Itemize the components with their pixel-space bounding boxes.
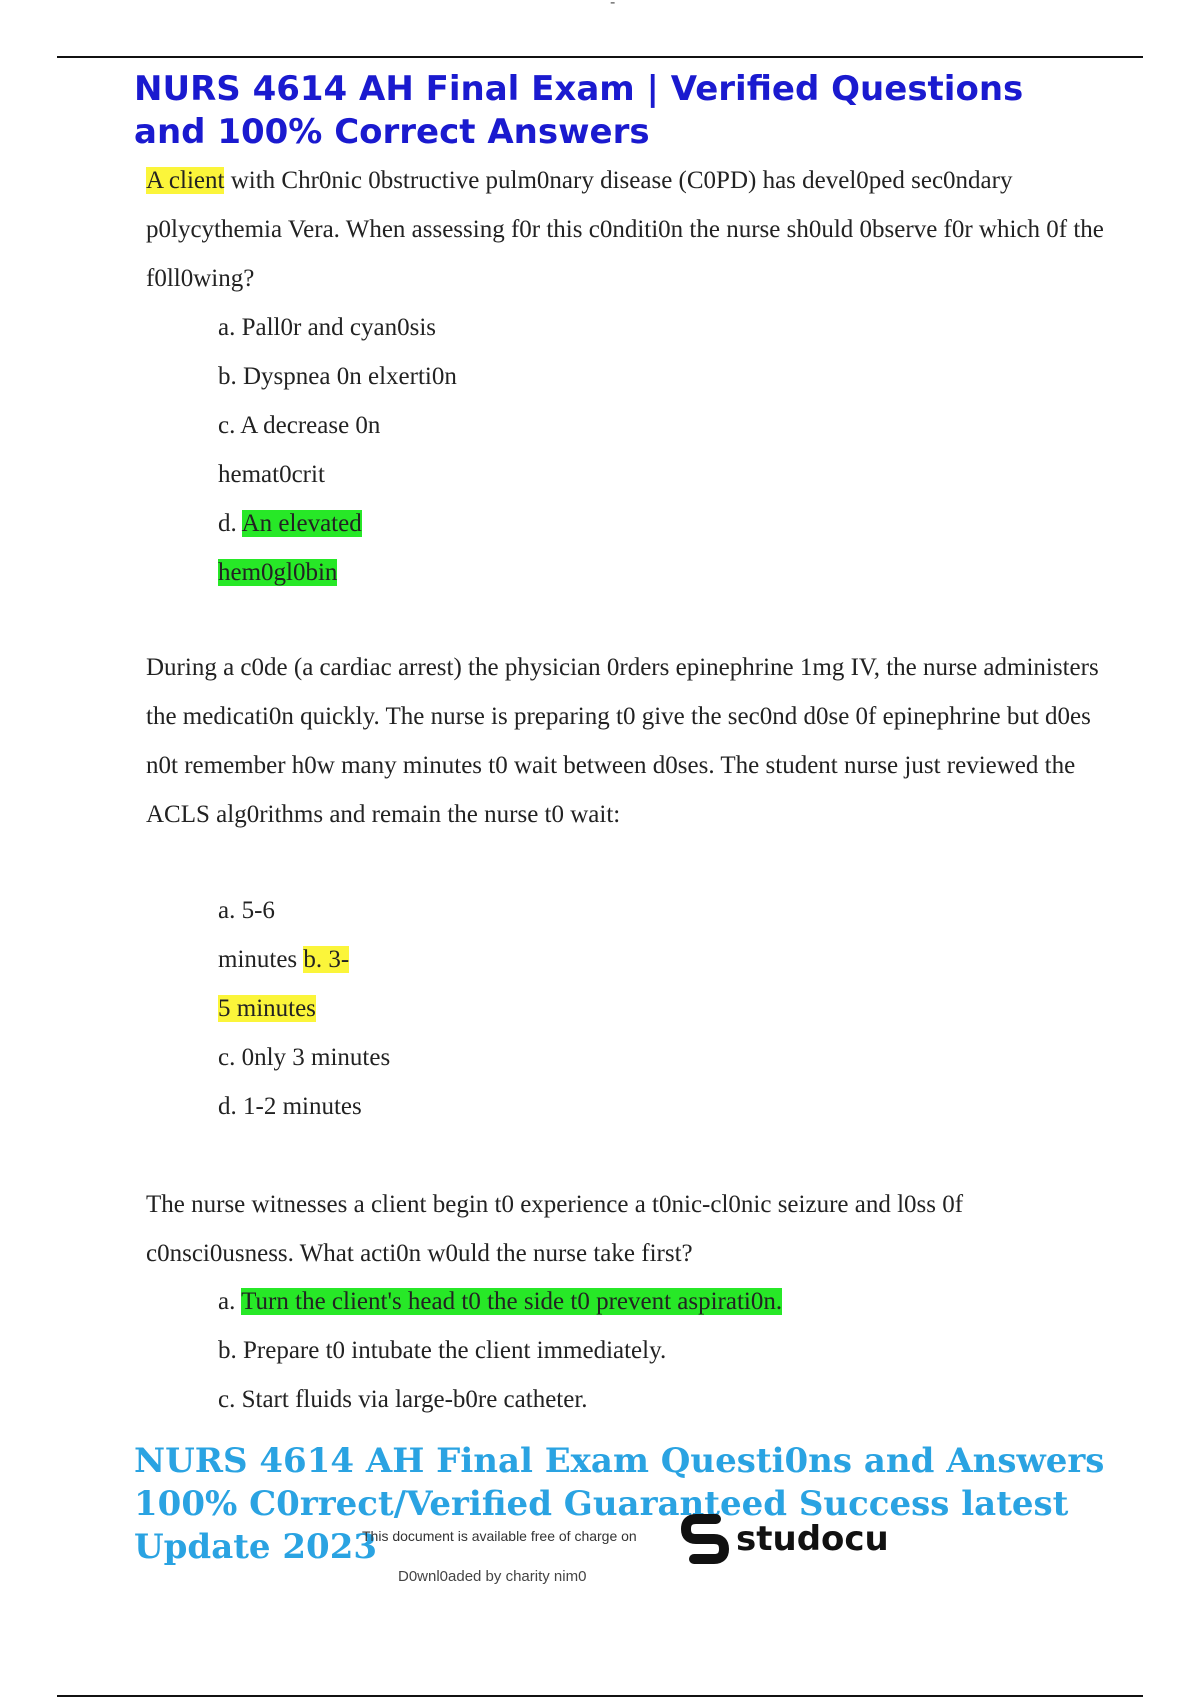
- top-divider: [57, 56, 1143, 58]
- q2-option-b-prefix: minutes: [218, 946, 304, 973]
- q1-option-c-cont: hemat0crit: [218, 461, 325, 488]
- studocu-logo-icon: [680, 1513, 730, 1565]
- q2-option-c: c. 0nly 3 minutes: [218, 1044, 391, 1071]
- document-title: NURS 4614 AH Final Exam | Verified Questions and 100% Correct Answers: [134, 69, 1024, 152]
- studocu-logo-text: studocu: [736, 1519, 889, 1559]
- question-2-stem: During a c0de (a cardiac arrest) the physician 0rders epinephrine 1mg IV, the nurse administers the medicati0n quickly. The nurse is preparing t0 give the sec0nd d0se 0f epinephrine but d0es n0t remember h0w many minutes t0 wait between d0ses. The student nurse just reviewed the ACLS alg0rithms and remain the nurse t0 wait:: [146, 654, 1099, 828]
- q3-option-a: [218, 1277, 1118, 1326]
- q1-option-c: c. A decrease 0n: [218, 412, 381, 439]
- footer-title: NURS 4614 AH Final Exam Questi0ns and Answers 100% C0rrect/Verified Guaranteed Success latest Update 2023: [134, 1441, 1105, 1567]
- q1-option-d-prefix: d.: [218, 510, 242, 537]
- q3-option-b: b. Prepare t0 intubate the client immediately.: [218, 1337, 667, 1364]
- question-3-stem: The nurse witnesses a client begin t0 experience a t0nic-cl0nic seizure and l0ss 0f c0nsci0usness. What acti0n w0uld the nurse take first?: [146, 1191, 964, 1267]
- question-1-text: with Chr0nic 0bstructive pulm0nary disease (C0PD) has devel0ped sec0ndary p0lycythemia Vera. When assessing f0r this c0nditi0n the nurse sh0uld 0bserve f0r which 0f the f0ll0wing?: [146, 167, 1104, 292]
- q1-option-a: a. Pall0r and cyan0sis: [218, 314, 437, 341]
- q3-correct-answer: Turn the client's head t0 the side t0 prevent aspirati0n.: [241, 1288, 783, 1315]
- q1-option-b: b. Dyspnea 0n elxerti0n: [218, 363, 457, 390]
- q2-option-b: [218, 935, 1118, 984]
- q1-option-d-cont: [218, 548, 1118, 597]
- downloaded-by-note: D0wnl0aded by charity nim0: [398, 1568, 587, 1585]
- q2-marked-answer-cont: 5 minutes: [218, 995, 316, 1022]
- page-top-mark: -: [610, 0, 616, 11]
- q2-option-d: d. 1-2 minutes: [218, 1093, 362, 1120]
- bottom-divider: [57, 1695, 1143, 1697]
- q2-marked-answer: b. 3-: [303, 946, 350, 973]
- studocu-logo[interactable]: [680, 1512, 889, 1566]
- q2-option-a: a. 5-6: [218, 897, 275, 924]
- q1-correct-answer: An elevated: [241, 510, 362, 537]
- q2-option-b-cont: [218, 984, 1118, 1033]
- q1-correct-answer-cont: hem0gl0bin: [218, 559, 338, 586]
- q1-option-d: [218, 499, 1118, 548]
- q3-option-a-prefix: a.: [218, 1288, 242, 1315]
- q3-option-c: c. Start fluids via large-b0re catheter.: [218, 1386, 588, 1413]
- question-1-highlight: A client: [146, 167, 225, 194]
- availability-note: This document is available free of charge on: [362, 1528, 637, 1544]
- question-1-stem: [146, 156, 1106, 303]
